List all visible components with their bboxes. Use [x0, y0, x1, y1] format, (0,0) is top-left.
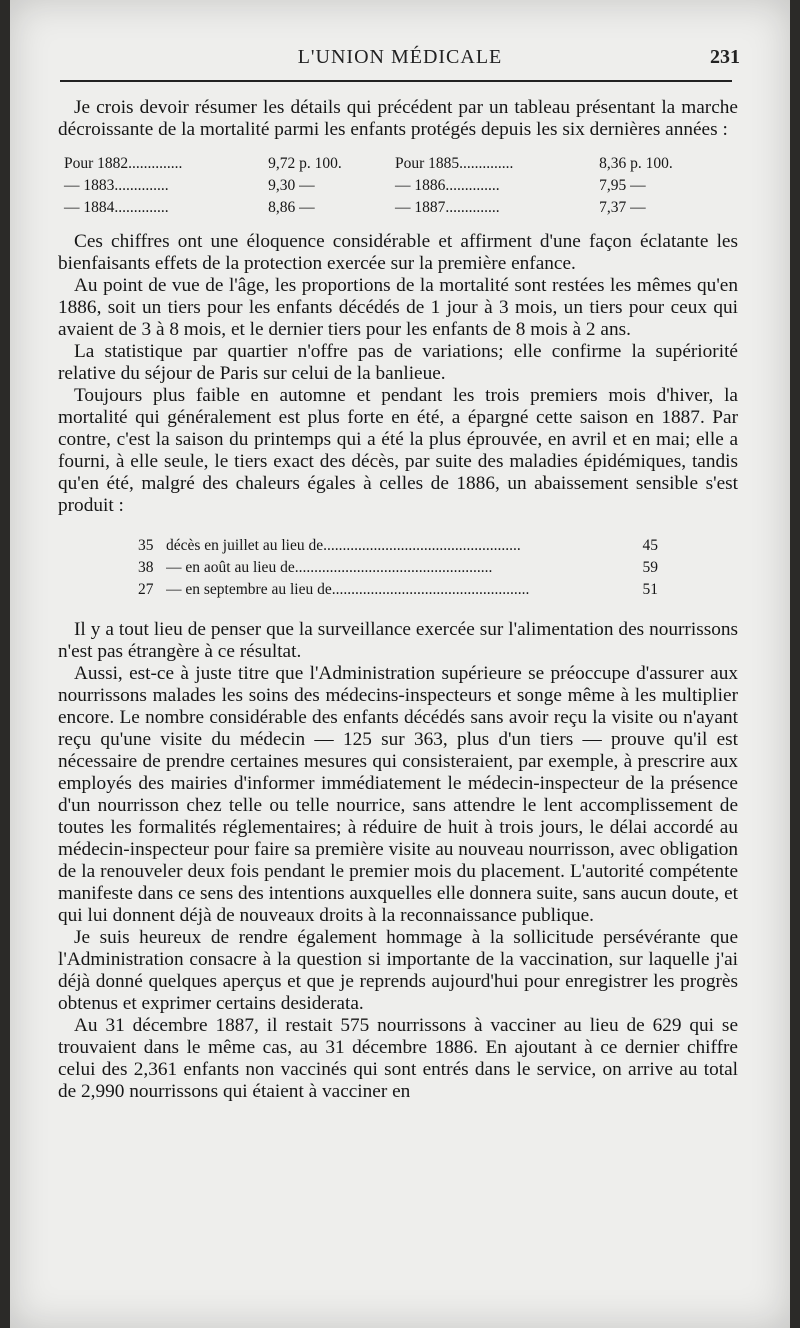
journal-title: L'UNION MÉDICALE — [297, 46, 503, 68]
paragraph: Aussi, est-ce à juste titre que l'Administration supérieure se préoccupe d'assurer aux nourrissons malades les soins des médecins-inspecteurs et songe même à les multiplier encore. Le nombre considérable des enfants décédés sans avoir reçu la visite ou n'ayant reçu qu'une visite du médecin — 125 sur 363, plus d'un tiers — prouve qu'il est nécessaire de prendre certaines mesures qui consisteraient, par exemple, à prescrire aux employés des mairies d'informer immédiatement le médecin-inspecteur de la présence d'un nourrisson chez telle ou telle nourrice, sans attendre le lent accomplissement de toutes les formalités réglementaires; à réduire de huit à trois jours, le délai accordé au médecin-inspecteur pour faire sa première visite au nouveau nourrisson, avec obligation de la renouveler deux fois pendant le premier mois du placement. L'autorité compétente manifeste dans ce sens des intentions auxquelles elle donnera suite, sans aucun doute, et qui lui donnent déjà de nouveaux droits à la reconnaissance publique. — [58, 663, 738, 926]
death-count: 35 — [138, 537, 154, 554]
rate-value: 8,36 p. 100. — [599, 155, 673, 172]
previous-count: 59 — [642, 559, 658, 576]
rate-value: 9,72 p. 100. — [268, 155, 342, 172]
paragraph: Il y a tout lieu de penser que la surveillance exercée sur l'alimentation des nourrissons n'est pas étrangère à ce résultat. — [58, 619, 738, 662]
death-desc: — en septembre au lieu de................................................... — [166, 581, 530, 598]
death-count: 38 — [138, 559, 154, 576]
running-header — [60, 46, 740, 76]
page-number: 231 — [710, 46, 740, 68]
previous-count: 51 — [642, 581, 658, 598]
year-label: — 1886.............. — [394, 177, 500, 194]
year-label: — 1884.............. — [64, 199, 169, 216]
paragraph: Au 31 décembre 1887, il restait 575 nourrissons à vacciner au lieu de 629 qui se trouvaient dans le même cas, au 31 décembre 1886. En ajoutant à ce dernier chiffre celui des 2,361 enfants non vaccinés qui sont entrés dans le service, on arrive au total de 2,990 nourrissons qui étaient à vacciner en — [58, 1015, 738, 1102]
paragraph: Toujours plus faible en automne et pendant les trois premiers mois d'hiver, la mortalité qui généralement est plus forte en été, a épargné cette saison en 1887. Par contre, c'est la saison du printemps qui a été la plus éprouvée, en avril et en mai; elle a fourni, à elle seule, le tiers exact des décès, par suite des maladies épidémiques, tandis qu'en été, malgré des chaleurs égales à celles de 1886, un abaissement sensible s'est produit : — [58, 385, 738, 516]
death-count: 27 — [138, 581, 154, 598]
previous-count: 45 — [642, 537, 658, 554]
table-row — [64, 175, 726, 197]
document-page — [10, 0, 790, 1328]
rate-value: 7,95 — — [599, 177, 646, 194]
paragraph: La statistique par quartier n'offre pas de variations; elle confirme la supériorité relative du séjour de Paris sur celui de la banlieue. — [58, 341, 738, 384]
paragraph: Je crois devoir résumer les détails qui précédent par un tableau présentant la marche décroissante de la mortalité parmi les enfants protégés depuis les six dernières années : — [58, 97, 738, 140]
table-row — [138, 579, 658, 601]
year-label: — 1883.............. — [64, 177, 169, 194]
table-row — [64, 153, 726, 175]
paragraph: Ces chiffres ont une éloquence considérable et affirment d'une façon éclatante les bienfaisants effets de la protection exercée sur la première enfance. — [58, 231, 738, 274]
paragraph: Je suis heureux de rendre également hommage à la sollicitude persévérante que l'Administration consacre à la question si importante de la vaccination, sur laquelle j'ai déjà donné quelques aperçus et que je reprends aujourd'hui pour enregistrer les progrès obtenus et exprimer certains desiderata. — [58, 927, 738, 1014]
year-label: Pour 1882.............. — [64, 155, 183, 172]
rate-value: 7,37 — — [599, 199, 646, 216]
table-row — [138, 535, 658, 557]
table-row — [138, 557, 658, 579]
death-desc: décès en juillet au lieu de................................................... — [166, 537, 521, 554]
rate-value: 9,30 — — [268, 177, 315, 194]
body-text — [58, 97, 738, 1103]
deaths-table — [138, 535, 658, 601]
paragraph: Au point de vue de l'âge, les proportions de la mortalité sont restées les mêmes qu'en 1886, soit un tiers pour les enfants décédés de 1 jour à 3 mois, un tiers pour ceux qui avaient de 3 à 8 mois, et le dernier tiers pour les enfants de 8 mois à 2 ans. — [58, 275, 738, 340]
death-desc: — en août au lieu de................................................... — [166, 559, 493, 576]
table-row — [64, 197, 726, 219]
year-label: Pour 1885.............. — [394, 155, 514, 172]
mortality-table — [64, 153, 726, 219]
header-rule — [60, 80, 732, 82]
rate-value: 8,86 — — [268, 199, 315, 216]
year-label: — 1887.............. — [394, 199, 500, 216]
